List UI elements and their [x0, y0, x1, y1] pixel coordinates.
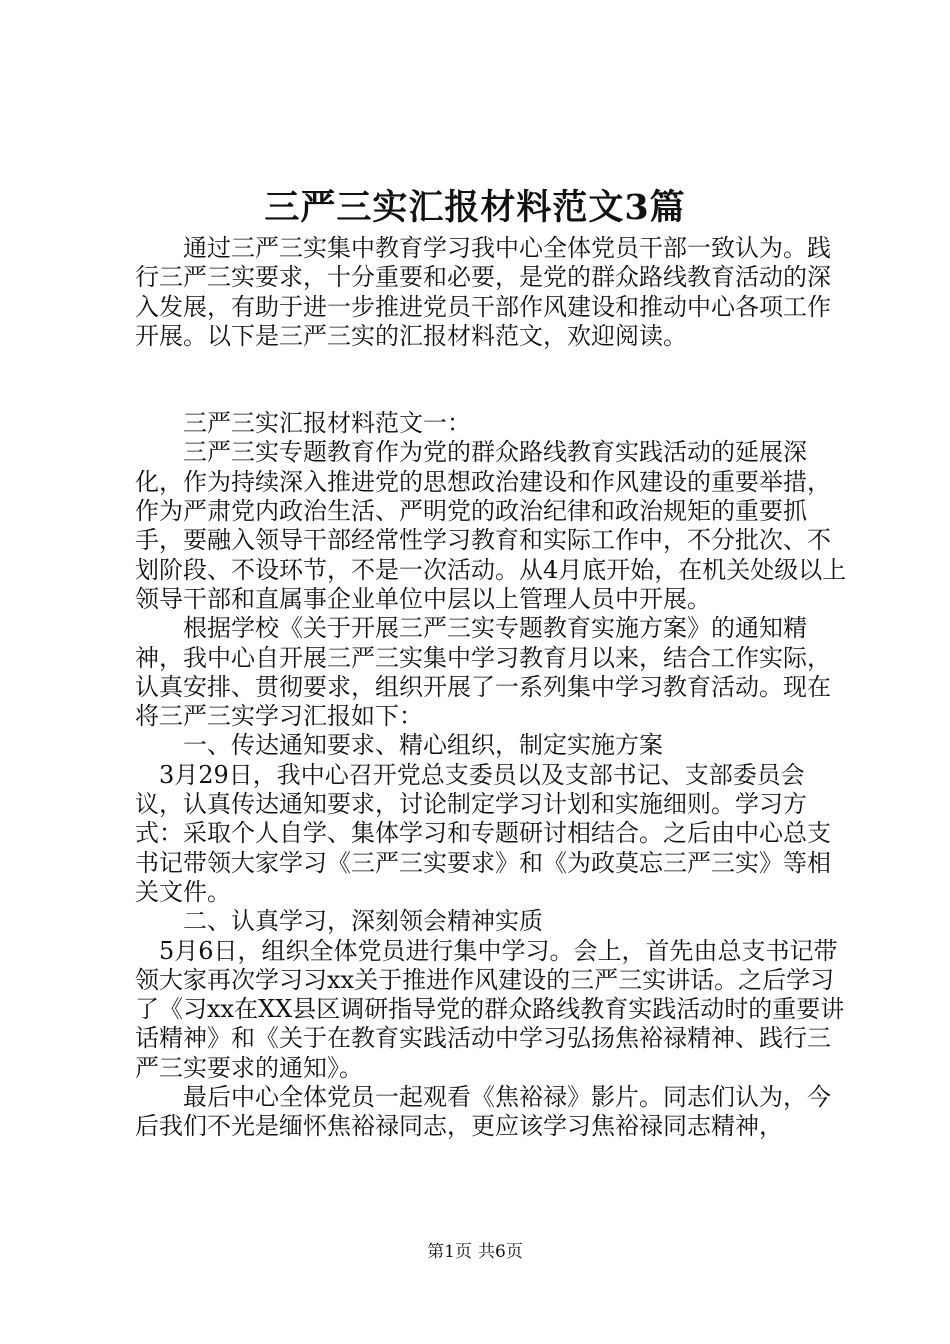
page-total: 共6页: [478, 1242, 523, 1262]
section-heading: 三严三实汇报材料范文一：: [135, 409, 471, 438]
intro-paragraph: 通过三严三实集中教育学习我中心全体党员干部一致认为。践行三严三实要求，十分重要和必要，是党的群众路线教育活动的深入发展，有助于进一步推进党员干部作风建设和推动中心各项工作开展。以下是三严三实的汇报材料范文，欢迎阅读。: [135, 234, 831, 350]
page-footer: [0, 1240, 950, 1264]
document-body: [135, 234, 847, 1142]
document-title: 三严三实汇报材料范文3篇: [264, 187, 686, 228]
body-paragraph: 根据学校《关于开展三严三实专题教育实施方案》的通知精神，我中心自开展三严三实集中学习教育月以来，结合工作实际，认真安排、贯彻要求，组织开展了一系列集中学习教育活动。现在将三严三实学习汇报如下：: [135, 614, 831, 731]
body-paragraph: 三严三实专题教育作为党的群众路线教育实践活动的延展深化，作为持续深入推进党的思想政治建设和作风建设的重要举措，作为严肃党内政治生活、严明党的政治纪律和政治规矩的重要抓手，要融入领导干部经常性学习教育和实际工作中，不分批次、不划阶段、不设环节，不是一次活动。从4月底开始，在机关处级以上领导干部和直属事企业单位中层以上管理人员中开展。: [135, 438, 847, 613]
paragraph-spacer: [135, 351, 847, 409]
body-paragraph: 最后中心全体党员一起观看《焦裕禄》影片。同志们认为，今后我们不光是缅怀焦裕禄同志，更应该学习焦裕禄同志精神，: [135, 1083, 831, 1141]
subheading-one: 一、传达通知要求、精心组织，制定实施方案: [135, 731, 663, 760]
subheading-two: 二、认真学习，深刻领会精神实质: [135, 907, 543, 936]
body-paragraph: 3月29日，我中心召开党总支委员以及支部书记、支部委员会议，认真传达通知要求，讨论制定学习计划和实施细则。学习方式：采取个人自学、集体学习和专题研讨相结合。之后由中心总支书记带领大家学习《三严三实要求》和《为政莫忘三严三实》等相关文件。: [135, 760, 831, 906]
body-paragraph: 5月6日，组织全体党员进行集中学习。会上，首先由总支书记带领大家再次学习习xx关于推进作风建设的三严三实讲话。之后学习了《习xx在XX县区调研指导党的群众路线教育实践活动时的重要讲话精神》和《关于在教育实践活动中学习弘扬焦裕禄精神、践行三严三实要求的通知》。: [135, 936, 845, 1082]
page-number: 第1页: [427, 1242, 472, 1262]
